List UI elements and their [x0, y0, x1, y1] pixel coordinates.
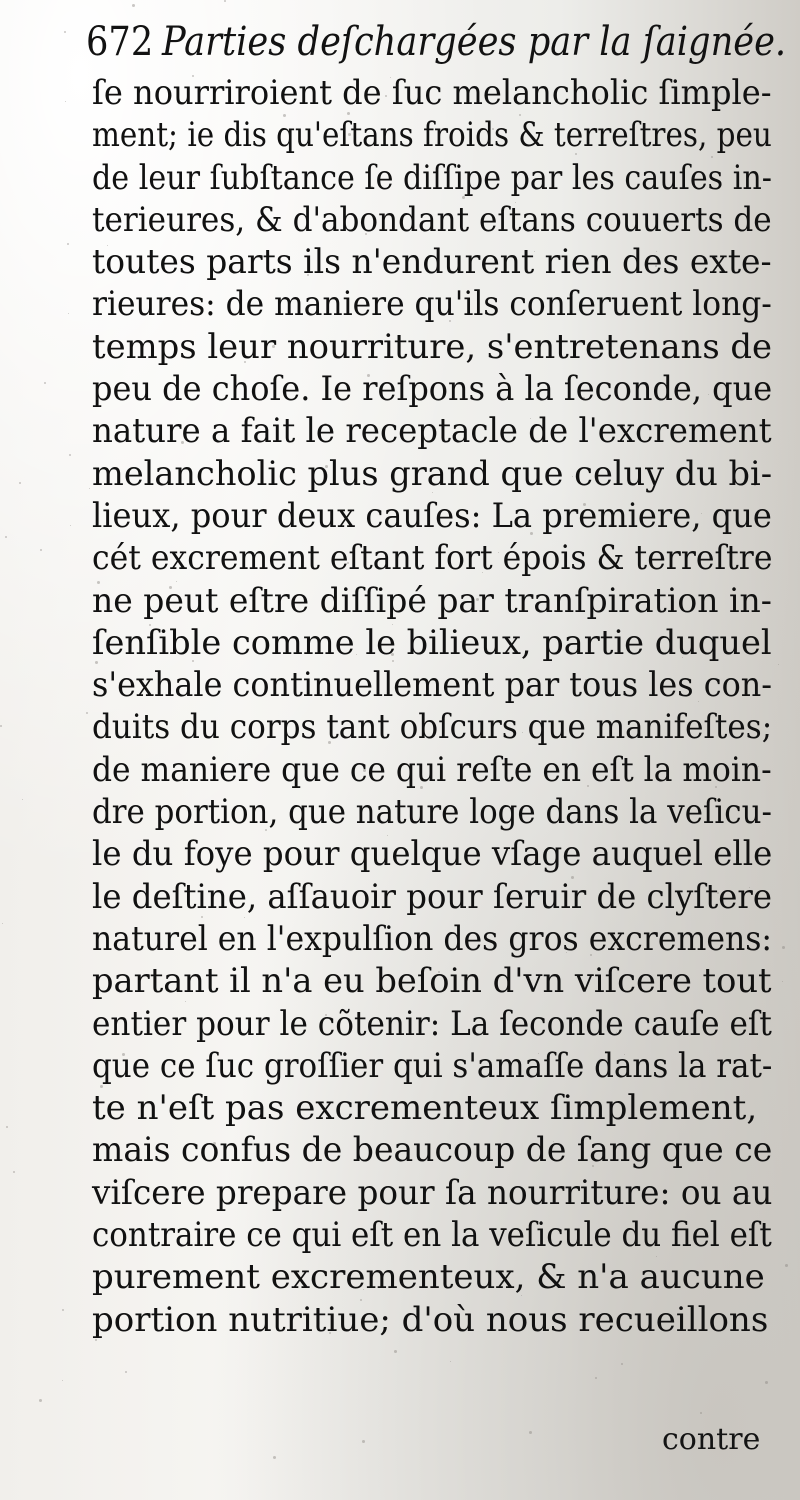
text-line: de maniere que ce qui reſte en eſt la moin- — [92, 749, 772, 790]
paper-speck — [64, 31, 66, 33]
paper-speck — [13, 1171, 15, 1173]
paper-speck — [782, 981, 783, 982]
paper-speck — [0, 725, 2, 727]
paper-speck — [362, 1440, 365, 1443]
running-header — [86, 14, 787, 70]
text-line: de leur ſubſtance ſe diſſipe par les cauſes in- — [92, 157, 772, 198]
paper-speck — [125, 1371, 127, 1373]
paper-speck — [5, 536, 7, 538]
text-line: le deſtine, aſſauoir pour ſeruir de clyſtere — [92, 876, 772, 917]
paper-speck — [40, 549, 42, 551]
text-line: ſe nourriroient de ſuc melancholic ſimple- — [92, 73, 772, 113]
paper-speck — [65, 101, 66, 102]
text-line: lieux, pour deux cauſes: La premiere, que — [92, 495, 772, 536]
paper-speck — [6, 1126, 8, 1128]
paper-speck — [39, 1399, 42, 1402]
text-line: viſcere prepare pour ſa nourriture: ou au — [92, 1172, 773, 1213]
paper-speck — [22, 799, 23, 800]
text-line: ſenſible comme le bilieux, partie duquel — [92, 622, 772, 663]
text-line: melancholic plus grand que celuy du bi- — [92, 453, 773, 494]
paper-speck — [529, 1431, 532, 1434]
text-line: ment; ie dis qu'eſtans froids & terreſtres, peu — [92, 115, 772, 156]
text-line: le du foye pour quelque vſage auquel elle — [92, 834, 773, 875]
text-line: temps leur nourriture, s'entretenans de — [92, 326, 773, 367]
body-text — [92, 72, 772, 1341]
paper-speck — [273, 1456, 276, 1459]
text-line: nature a fait le receptacle de l'excrement — [92, 411, 772, 452]
text-line: contraire ce qui eſt en la veſicule du fiel eſt — [92, 1215, 772, 1256]
paper-speck — [621, 1363, 623, 1365]
page-number: 672 — [86, 19, 154, 65]
paper-speck — [86, 712, 88, 714]
paper-speck — [70, 525, 71, 526]
text-line: entier pour le cõtenir: La ſeconde cauſe eſt — [92, 1003, 772, 1044]
paper-speck — [68, 313, 69, 314]
running-title: Parties deſchargées par la ſaignée. — [162, 19, 787, 65]
text-line: s'exhale continuellement par tous les con- — [92, 665, 773, 706]
text-line: partant il n'a eu beſoin d'vn viſcere tout — [92, 961, 772, 1002]
paper-speck — [765, 1381, 768, 1384]
paper-speck — [394, 1350, 397, 1353]
paper-speck — [778, 664, 779, 665]
paper-speck — [450, 1361, 451, 1362]
text-line: duits du corps tant obſcurs que manifeſtes; — [92, 707, 773, 748]
paper-speck — [67, 243, 69, 245]
paper-speck — [132, 4, 135, 7]
text-line: te n'eſt pas excrementeux ſimplement, — [92, 1088, 758, 1129]
text-line: cét excrement eſtant fort épois & terreſtre — [92, 538, 773, 579]
text-line: ne peut eſtre diſſipé par tranſpiration in- — [92, 580, 772, 621]
text-line: mais confus de beaucoup de ſang que ce — [92, 1130, 773, 1171]
text-line: dre portion, que nature loge dans la veſicu- — [92, 792, 772, 833]
text-line: portion nutritiue; d'où nous recueillons — [92, 1299, 769, 1340]
paper-speck — [782, 946, 785, 949]
text-line: toutes parts ils n'endurent rien des exte- — [92, 242, 772, 283]
paper-speck — [700, 1412, 702, 1414]
paper-speck — [62, 1380, 63, 1381]
text-line: rieures: de maniere qu'ils conſeruent long- — [92, 284, 772, 325]
paper-speck — [595, 1377, 597, 1379]
catchword: contre — [662, 1422, 761, 1457]
paper-speck — [224, 0, 226, 2]
text-line: naturel en l'expulſion des gros excremens: — [92, 918, 773, 959]
paper-speck — [44, 382, 46, 384]
paper-speck — [19, 482, 21, 484]
text-line: terieures, & d'abondant eſtans couuerts de — [92, 199, 772, 240]
paper-speck — [62, 1309, 64, 1311]
paper-speck — [2, 923, 3, 924]
paper-speck — [69, 454, 71, 456]
paper-speck — [785, 1264, 788, 1267]
text-line: que ce ſuc groſſier qui s'amaſſe dans la rat- — [92, 1045, 773, 1086]
paper-speck — [89, 488, 90, 489]
text-line: purement excrementeux, & n'a aucune — [92, 1257, 765, 1298]
text-line: peu de choſe. Ie reſpons à la ſeconde, que — [92, 369, 773, 410]
